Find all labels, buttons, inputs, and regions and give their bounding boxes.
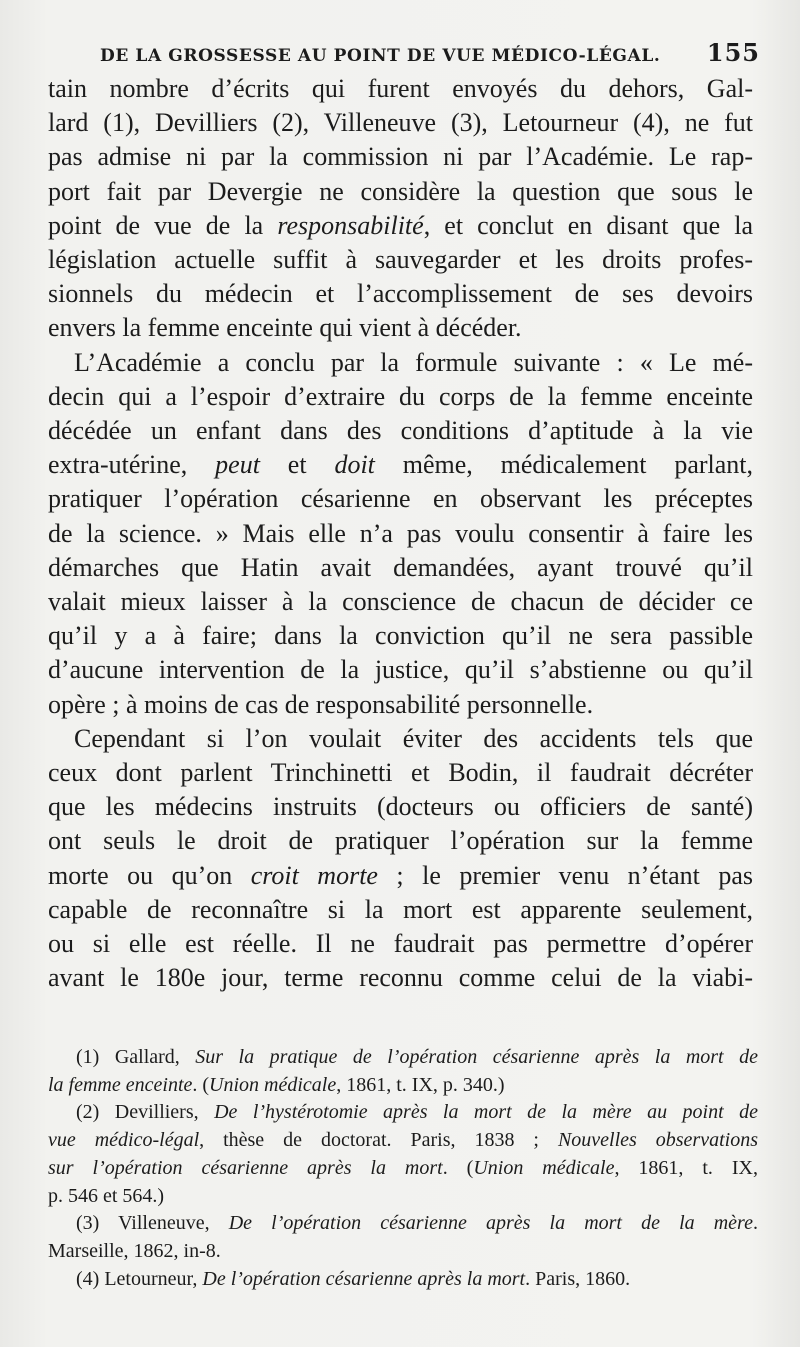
text-line: que les médecins instruits (docteurs ou officiers de santé): [48, 792, 753, 822]
text-line: sionnels du médecin et l’accomplissement de ses devoirs: [48, 279, 753, 309]
main-text: [48, 72, 753, 995]
text-line: L’Académie a conclu par la formule suivante : « Le mé-: [74, 347, 753, 377]
footnote-line: Marseille, 1862, in-8.: [48, 1239, 221, 1262]
footnote-line: la femme enceinte. (Union médicale, 1861, t. IX, p. 340.): [48, 1073, 505, 1096]
footnote-line: (3) Villeneuve, De l’opération césarienne après la mort de la mère.: [76, 1212, 758, 1235]
emphasis: doit: [334, 450, 375, 480]
text-line: extra-utérine, peut et doit même, médicalement parlant,: [48, 450, 753, 480]
text-line: morte ou qu’on croit morte ; le premier venu n’étant pas: [48, 860, 753, 890]
text-line: pratiquer l’opération césarienne en observant les préceptes: [48, 484, 753, 514]
text-line: valait mieux laisser à la conscience de chacun de décider ce: [48, 587, 753, 617]
running-title: DE LA GROSSESSE AU POINT DE VUE MÉDICO-LÉGAL.: [100, 46, 661, 66]
page-number: 155: [706, 38, 760, 67]
text-line: ou si elle est réelle. Il ne faudrait pas permettre d’opérer: [48, 929, 753, 959]
text-line: d’aucune intervention de la justice, qu’il s’abstienne ou qu’il: [48, 655, 753, 685]
footnotes: [48, 1044, 758, 1293]
footnote-line: vue médico-légal, thèse de doctorat. Paris, 1838 ; Nouvelles observations: [48, 1129, 758, 1152]
emphasis: croit morte: [250, 860, 378, 890]
text-line: port fait par Devergie ne considère la question que sous le: [48, 176, 753, 206]
footnote-line: (2) Devilliers, De l’hystérotomie après la mort de la mère au point de: [76, 1101, 758, 1124]
text-line: lard (1), Devilliers (2), Villeneuve (3), Letourneur (4), ne fut: [48, 108, 753, 138]
text-line: démarches que Hatin avait demandées, ayant trouvé qu’il: [48, 552, 753, 582]
text-line: ont seuls le droit de pratiquer l’opération sur la femme: [48, 826, 753, 856]
text-line: point de vue de la responsabilité, et conclut en disant que la: [48, 210, 753, 240]
text-line: opère ; à moins de cas de responsabilité personnelle.: [48, 689, 594, 719]
page-header: [100, 38, 760, 70]
emphasis: peut: [215, 450, 260, 480]
text-line: tain nombre d’écrits qui furent envoyés du dehors, Gal-: [48, 74, 753, 103]
text-line: qu’il y a à faire; dans la conviction qu’il ne sera passible: [48, 621, 753, 651]
text-line: envers la femme enceinte qui vient à décéder.: [48, 313, 522, 343]
text-line: avant le 180e jour, terme reconnu comme celui de la viabi-: [48, 963, 753, 993]
text-line: pas admise ni par la commission ni par l’Académie. Le rap-: [48, 142, 753, 172]
footnote-line: p. 546 et 564.): [48, 1184, 165, 1207]
text-line: decin qui a l’espoir d’extraire du corps de la femme enceinte: [48, 381, 753, 411]
text-line: Cependant si l’on voulait éviter des accidents tels que: [74, 723, 753, 753]
text-line: ceux dont parlent Trinchinetti et Bodin, il faudrait décréter: [48, 758, 753, 788]
text-line: décédée un enfant dans des conditions d’aptitude à la vie: [48, 416, 753, 446]
text-line: législation actuelle suffit à sauvegarder et les droits profes-: [48, 245, 753, 275]
footnote-line: (1) Gallard, Sur la pratique de l’opération césarienne après la mort de: [76, 1046, 758, 1068]
text-line: capable de reconnaître si la mort est apparente seulement,: [48, 894, 753, 924]
footnote-line: sur l’opération césarienne après la mort. (Union médicale, 1861, t. IX,: [48, 1156, 758, 1179]
footnote-line: (4) Letourneur, De l’opération césarienne après la mort. Paris, 1860.: [76, 1267, 631, 1290]
emphasis: responsabilité: [277, 210, 424, 240]
text-line: de la science. » Mais elle n’a pas voulu consentir à faire les: [48, 518, 753, 548]
